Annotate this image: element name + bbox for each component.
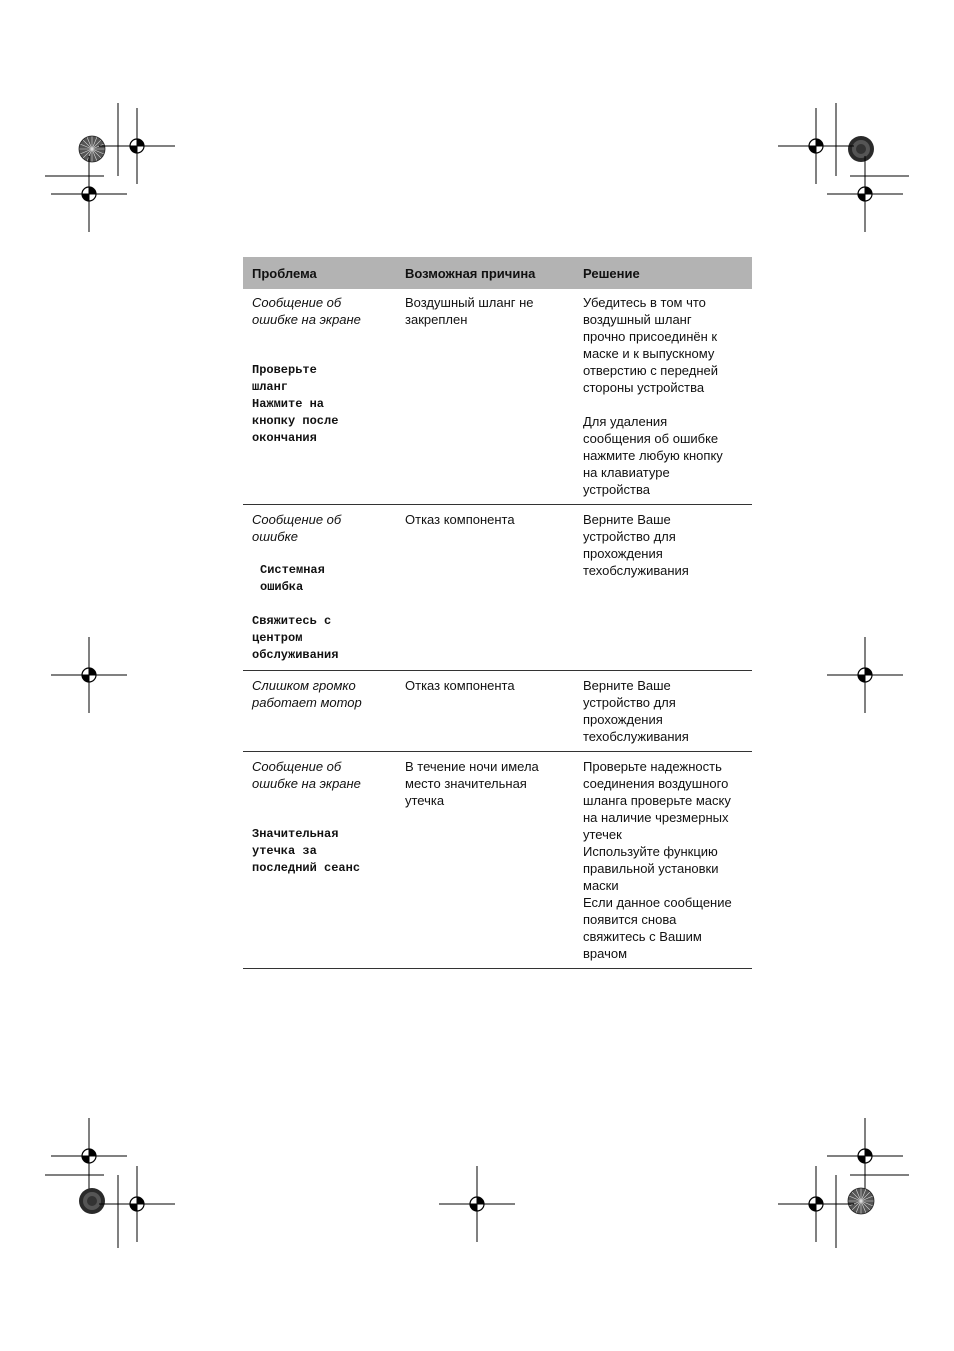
table-row [243,671,752,752]
cause-cell [396,752,574,969]
screen-message: Свяжитесь с центром обслуживания [252,614,339,662]
dark-wheel-mark [848,136,874,162]
solution-text: Проверьте надежность соединения воздушного шланга проверьте маску на наличие чрезмерных утечек [583,759,731,842]
header-solution: Решение [574,257,752,289]
crosshair-mark [778,1166,854,1242]
crosshair-mark [827,637,903,713]
cause-text: В течение ночи имела место значительная утечка [405,759,539,808]
solution-text: Если данное сообщение появится снова свяжитесь с Вашим врачом [583,895,732,961]
solution-text: Убедитесь в том что воздушный шланг прочно присоединён к маске и к выпускному отверстию с передней стороны устройства [583,295,719,395]
screen-message: Проверьте шланг [252,363,317,394]
crosshair-mark [51,156,127,232]
cause-cell [396,671,574,752]
cause-cell [396,505,574,671]
solution-cell [574,505,752,671]
problem-label: Сообщение об ошибке на экране [252,759,361,791]
cause-text: Отказ компонента [405,678,515,693]
table-row [243,752,752,969]
cause-cell [396,289,574,505]
screen-message: Системная ошибка [260,563,325,594]
problem-label: Слишком громко работает мотор [252,678,362,710]
problem-cell [243,289,396,505]
solution-text: Используйте функцию правильной установки маски [583,844,719,893]
crosshair-mark [99,1166,175,1242]
problem-cell [243,752,396,969]
cause-text: Воздушный шланг не закреплен [405,295,534,327]
cause-text: Отказ компонента [405,512,515,527]
header-cause: Возможная причина [396,257,574,289]
crosshair-mark [827,156,903,232]
problem-cell [243,671,396,752]
table-row [243,505,752,671]
crosshair-mark [51,1118,127,1194]
crosshair-mark [99,108,175,184]
problem-label: Сообщение об ошибке на экране [252,295,361,327]
solution-text: Верните Ваше устройство для прохождения техобслуживания [583,512,689,578]
solution-text: Верните Ваше устройство для прохождения техобслуживания [583,678,689,744]
solution-text: Для удаления сообщения об ошибке нажмите любую кнопку на клавиатуре устройства [583,414,723,497]
color-wheel-mark [848,1188,874,1214]
screen-message: Нажмите на кнопку после окончания [252,397,339,445]
crosshair-mark [827,1118,903,1194]
table-row [243,289,752,505]
dark-wheel-mark [79,1188,105,1214]
crosshair-mark [439,1166,515,1242]
solution-cell [574,752,752,969]
color-wheel-mark [79,136,105,162]
solution-cell [574,289,752,505]
header-problem: Проблема [243,257,396,289]
screen-message: Значительная утечка за последний сеанс [252,827,361,875]
solution-cell [574,671,752,752]
table-header-row [243,257,752,289]
problem-label: Сообщение об ошибке [252,512,342,544]
crosshair-mark [778,108,854,184]
troubleshooting-table [243,257,752,969]
problem-cell [243,505,396,671]
crosshair-mark [51,637,127,713]
